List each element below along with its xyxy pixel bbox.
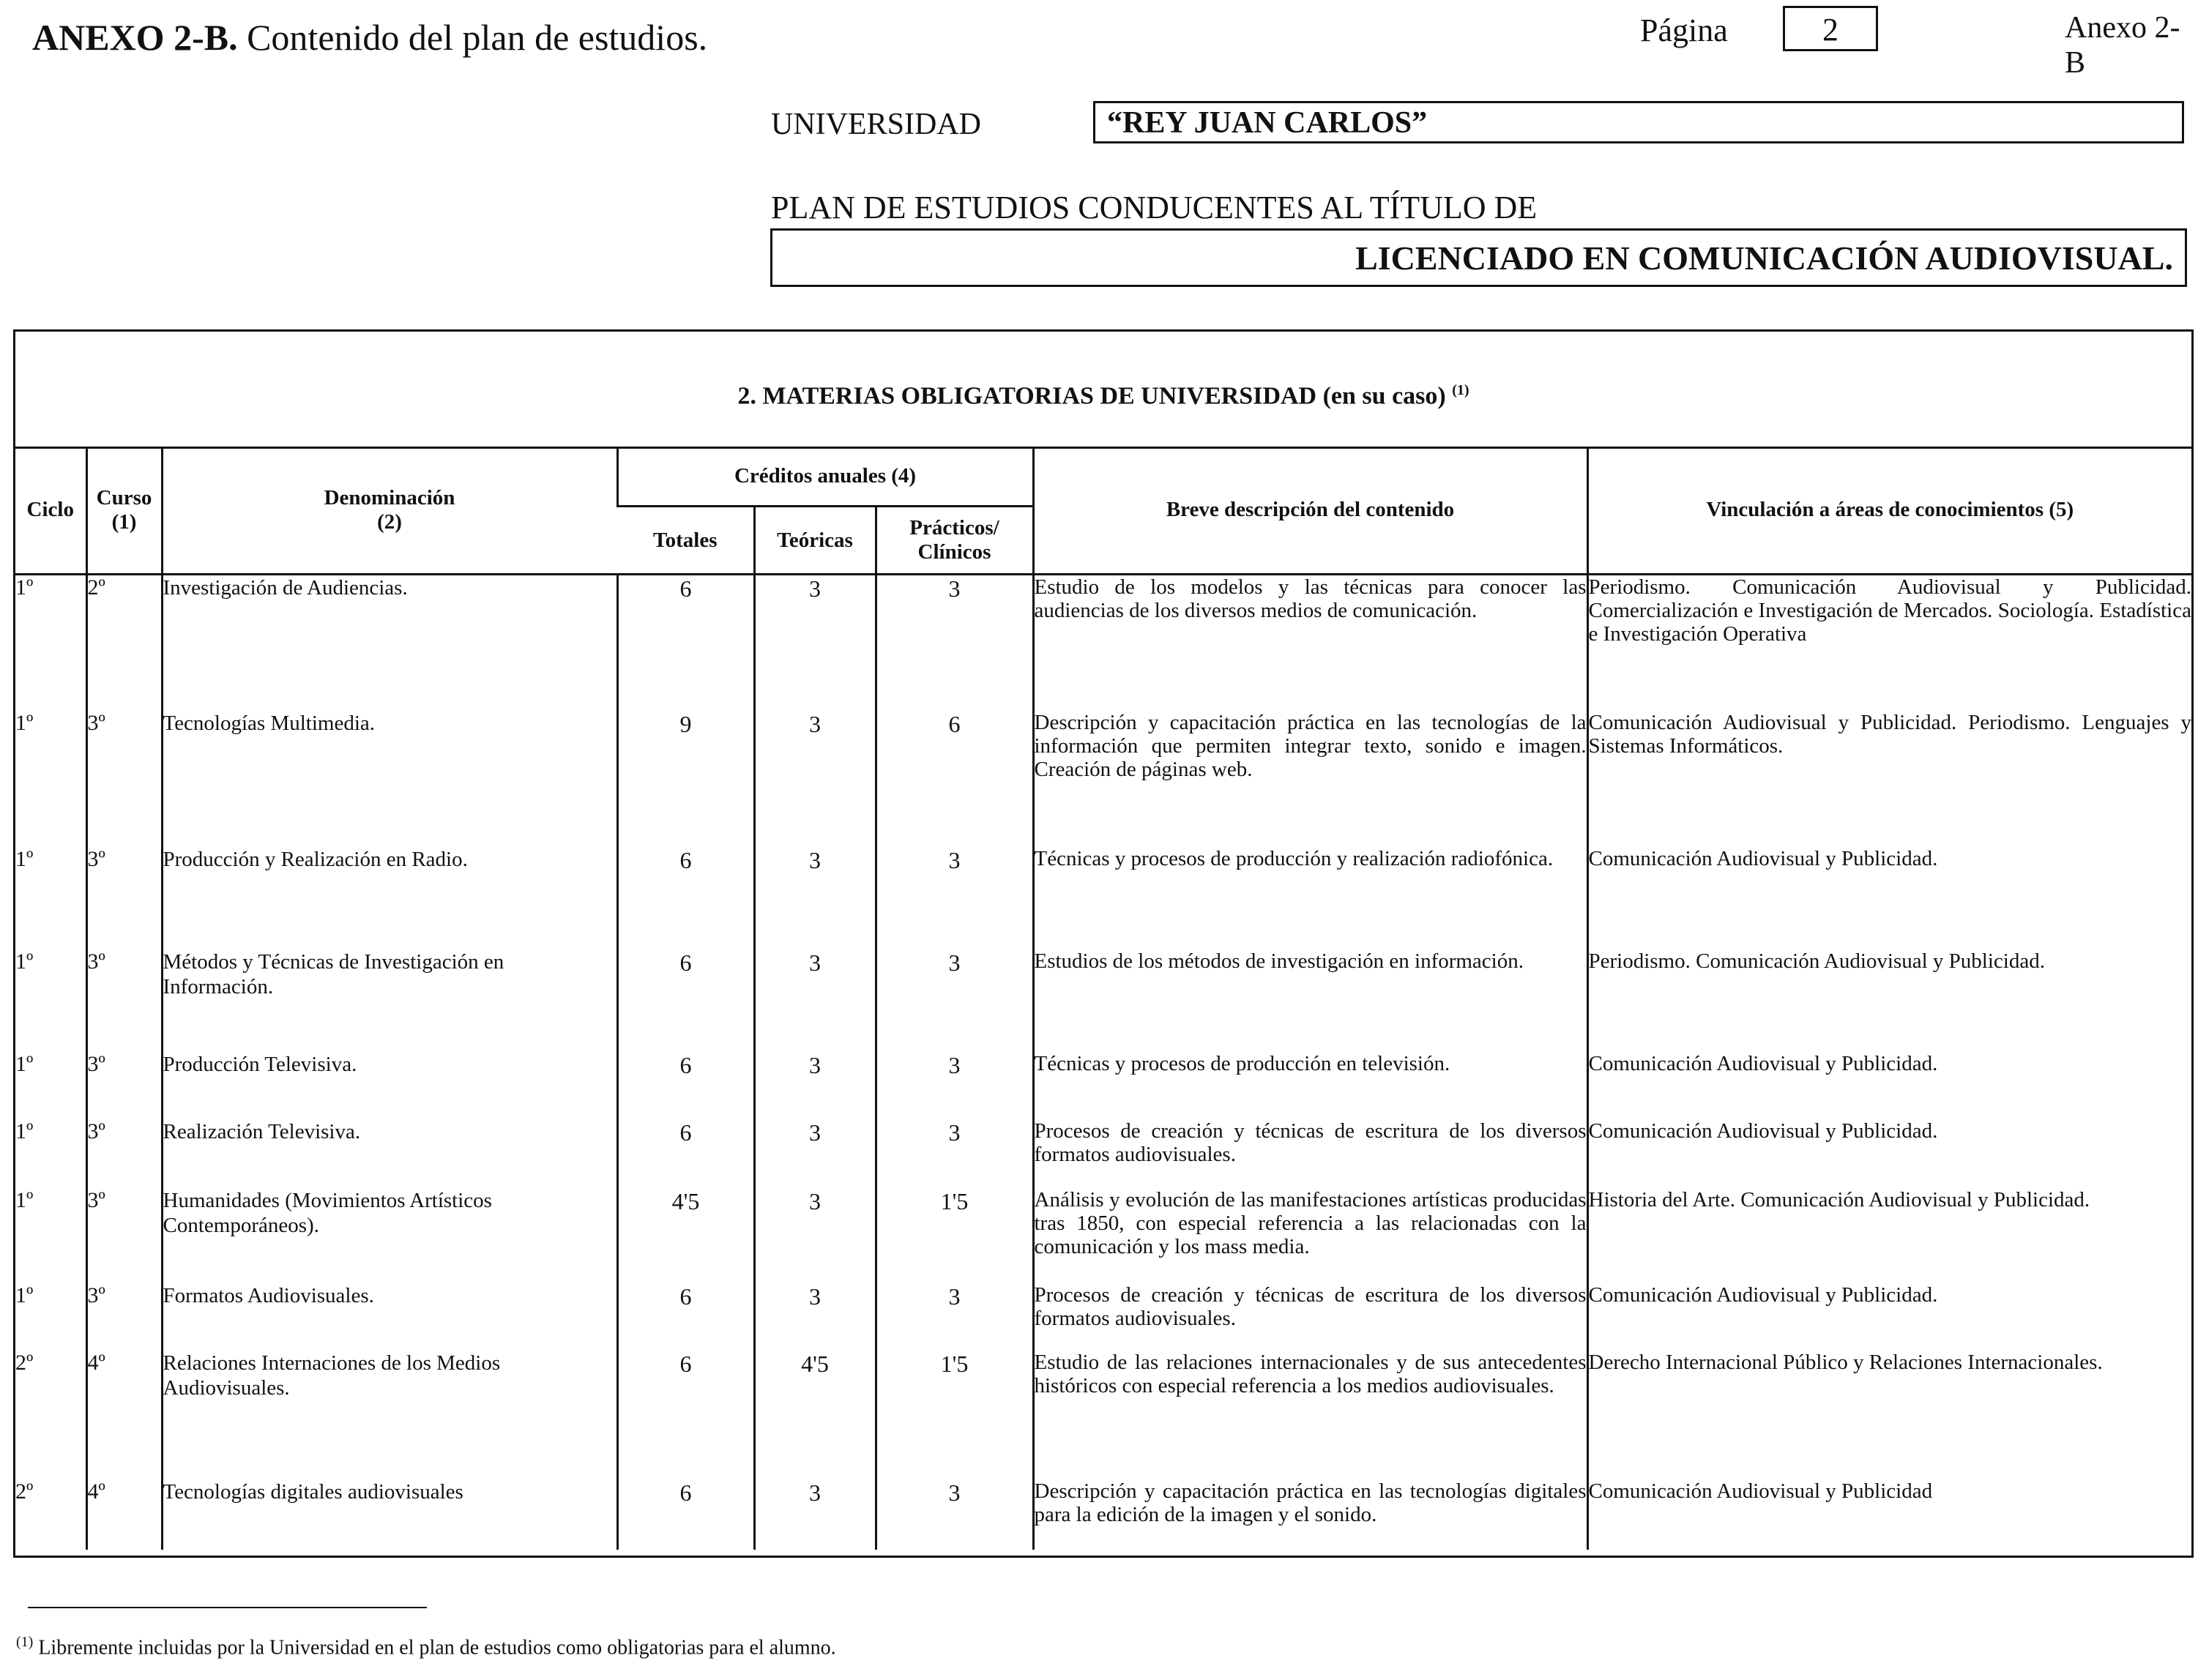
- cell-totales: 6: [617, 1052, 754, 1119]
- cell-denominacion: Producción Televisiva.: [162, 1052, 617, 1119]
- cell-curso: 3º: [86, 847, 162, 949]
- cell-denominacion: Métodos y Técnicas de Investigación en Información.: [162, 949, 617, 1052]
- cell-ciclo: 2º: [15, 1479, 34, 1504]
- annex-label: ANEXO 2-B.: [32, 17, 238, 58]
- header-practicos-label: Prácticos/: [909, 516, 999, 540]
- cell-descripcion: Procesos de creación y técnicas de escritura de los diversos formatos audiovisuales.: [1033, 1283, 1587, 1351]
- cell-practicos: 3: [876, 1052, 1033, 1119]
- header-descripcion: Breve descripción del contenido: [1033, 447, 1587, 575]
- cell-teoricos: 3: [754, 1283, 876, 1351]
- header-creditos: Créditos anuales (4): [617, 447, 1033, 507]
- cell-vinculacion: Comunicación Audiovisual y Publicidad. Periodismo. Lenguajes y Sistemas Informáticos.: [1587, 711, 2191, 847]
- cell-denominacion: Tecnologías Multimedia.: [162, 711, 617, 847]
- table-row: [15, 575, 2191, 711]
- cell-teoricos: 3: [754, 711, 876, 847]
- table-row: [15, 949, 2191, 1052]
- annex-title: Contenido del plan de estudios.: [237, 17, 708, 58]
- cell-totales: 4'5: [617, 1188, 754, 1283]
- cell-descripcion: Análisis y evolución de las manifestaciones artísticas producidas tras 1850, con especial referencia a las relacionadas con la comunicación y los mass media.: [1033, 1188, 1587, 1283]
- table-row: [15, 847, 2191, 949]
- header-totales: Totales: [617, 507, 754, 575]
- cell-vinculacion: Comunicación Audiovisual y Publicidad.: [1587, 1119, 2191, 1188]
- cell-vinculacion: Comunicación Audiovisual y Publicidad.: [1587, 847, 2191, 949]
- footnote-text: Libremente incluidas por la Universidad en el plan de estudios como obligatorias para el alumno.: [33, 1636, 836, 1660]
- cell-practicos: 6: [876, 711, 1033, 847]
- table-row: [15, 1119, 2191, 1188]
- table-row: [15, 1052, 2191, 1119]
- cell-curso: 3º: [86, 1052, 162, 1119]
- cell-vinculacion: Historia del Arte. Comunicación Audiovisual y Publicidad.: [1587, 1188, 2191, 1283]
- section-footnote-ref: (1): [1452, 382, 1469, 398]
- cell-denominacion: Investigación de Audiencias.: [162, 575, 617, 711]
- cell-vinculacion: Periodismo. Comunicación Audiovisual y Publicidad. Comercialización e Investigación de Mercados. Sociología. Estadística e Investigación Operativa: [1587, 575, 2191, 711]
- cell-totales: 6: [617, 1479, 754, 1550]
- footnote-divider: [28, 1607, 427, 1608]
- cell-curso: 3º: [86, 1283, 162, 1351]
- cell-descripcion: Procesos de creación y técnicas de escritura de los diversos formatos audiovisuales.: [1033, 1119, 1587, 1188]
- table-row: [15, 711, 2191, 847]
- cell-teoricos: 3: [754, 1119, 876, 1188]
- cell-totales: 6: [617, 1119, 754, 1188]
- cell-curso: 4º: [86, 1351, 162, 1479]
- cell-ciclo: 1º: [15, 1187, 34, 1212]
- cell-practicos: 3: [876, 1119, 1033, 1188]
- cell-ciclo: 1º: [15, 949, 34, 974]
- header-clinicos-label: Clínicos: [917, 540, 991, 564]
- cell-ciclo: 1º: [15, 1283, 34, 1307]
- cell-denominacion: Realización Televisiva.: [162, 1119, 617, 1188]
- cell-totales: 6: [617, 949, 754, 1052]
- cell-totales: 6: [617, 575, 754, 711]
- cell-denominacion: Relaciones Internaciones de los Medios Audiovisuales.: [162, 1351, 617, 1479]
- cell-totales: 6: [617, 1283, 754, 1351]
- header-denominacion: [162, 447, 617, 575]
- footnote: [16, 1634, 836, 1660]
- page-number-box: 2: [1783, 6, 1878, 51]
- cell-descripcion: Estudio de las relaciones internacionales y de sus antecedentes históricos con especial referencia a los medios audiovisuales.: [1033, 1351, 1587, 1479]
- cell-practicos: 1'5: [876, 1351, 1033, 1479]
- cell-practicos: 3: [876, 949, 1033, 1052]
- degree-title-box: LICENCIADO EN COMUNICACIÓN AUDIOVISUAL.: [770, 228, 2187, 287]
- page-label: Página: [1640, 12, 1728, 48]
- header-curso-label: Curso: [96, 485, 152, 509]
- cell-curso: 3º: [86, 711, 162, 847]
- subjects-table-container: [13, 329, 2194, 1558]
- section-title-text: 2. MATERIAS OBLIGATORIAS DE UNIVERSIDAD (en su caso): [737, 382, 1446, 410]
- cell-teoricos: 3: [754, 1188, 876, 1283]
- cell-ciclo: 1º: [15, 710, 34, 735]
- cell-ciclo: 1º: [15, 575, 34, 600]
- cell-descripcion: Estudio de los modelos y las técnicas para conocer las audiencias de los diversos medios de comunicación.: [1033, 575, 1587, 711]
- subjects-table: [15, 447, 2191, 1550]
- cell-curso: 4º: [86, 1479, 162, 1550]
- table-row: [15, 1351, 2191, 1479]
- cell-vinculacion: Derecho Internacional Público y Relaciones Internacionales.: [1587, 1351, 2191, 1479]
- university-label: UNIVERSIDAD: [771, 108, 981, 141]
- plan-label: PLAN DE ESTUDIOS CONDUCENTES AL TÍTULO DE: [771, 190, 1538, 225]
- table-row: [15, 1188, 2191, 1283]
- cell-curso: 3º: [86, 949, 162, 1052]
- footnote-ref: (1): [16, 1634, 34, 1650]
- header-teoricos: Teóricas: [754, 507, 876, 575]
- cell-vinculacion: Comunicación Audiovisual y Publicidad.: [1587, 1283, 2191, 1351]
- university-name-box: “REY JUAN CARLOS”: [1093, 101, 2184, 143]
- cell-practicos: 3: [876, 575, 1033, 711]
- header-practicos: [876, 507, 1033, 575]
- cell-curso: 3º: [86, 1119, 162, 1188]
- document-title: [32, 16, 707, 59]
- cell-vinculacion: Comunicación Audiovisual y Publicidad: [1587, 1479, 2191, 1550]
- cell-teoricos: 3: [754, 1052, 876, 1119]
- header-curso: [86, 447, 162, 575]
- cell-denominacion: Humanidades (Movimientos Artísticos Contemporáneos).: [162, 1188, 617, 1283]
- cell-descripcion: Técnicas y procesos de producción y realización radiofónica.: [1033, 847, 1587, 949]
- cell-practicos: 3: [876, 1479, 1033, 1550]
- cell-denominacion: Producción y Realización en Radio.: [162, 847, 617, 949]
- header-curso-note: (1): [111, 509, 137, 534]
- cell-ciclo: 1º: [15, 1051, 34, 1076]
- cell-practicos: 3: [876, 1283, 1033, 1351]
- cell-descripcion: Descripción y capacitación práctica en las tecnologías de la información que permiten integrar texto, sonido e imagen. Creación de páginas web.: [1033, 711, 1587, 847]
- cell-ciclo: 1º: [15, 846, 34, 871]
- header-vinculacion: Vinculación a áreas de conocimientos (5): [1587, 447, 2191, 575]
- cell-teoricos: 3: [754, 847, 876, 949]
- cell-teoricos: 3: [754, 575, 876, 711]
- cell-ciclo: 1º: [15, 1119, 34, 1143]
- cell-totales: 6: [617, 1351, 754, 1479]
- cell-descripcion: Estudios de los métodos de investigación en información.: [1033, 949, 1587, 1052]
- cell-ciclo: 2º: [15, 1350, 34, 1375]
- cell-totales: 9: [617, 711, 754, 847]
- table-row: [15, 1283, 2191, 1351]
- cell-vinculacion: Comunicación Audiovisual y Publicidad.: [1587, 1052, 2191, 1119]
- cell-descripcion: Técnicas y procesos de producción en televisión.: [1033, 1052, 1587, 1119]
- cell-descripcion: Descripción y capacitación práctica en las tecnologías digitales para la edición de la imagen y el sonido.: [1033, 1479, 1587, 1550]
- cell-vinculacion: Periodismo. Comunicación Audiovisual y Publicidad.: [1587, 949, 2191, 1052]
- header-denominacion-note: (2): [377, 509, 402, 534]
- cell-denominacion: Formatos Audiovisuales.: [162, 1283, 617, 1351]
- cell-denominacion: Tecnologías digitales audiovisuales: [162, 1479, 617, 1550]
- table-row: [15, 1479, 2191, 1550]
- annex-corner-label: Anexo 2-B: [2065, 11, 2180, 80]
- cell-teoricos: 3: [754, 949, 876, 1052]
- cell-teoricos: 3: [754, 1479, 876, 1550]
- header-ciclo: Ciclo: [15, 447, 86, 575]
- cell-practicos: 1'5: [876, 1188, 1033, 1283]
- header-denominacion-label: Denominación: [324, 485, 455, 509]
- cell-teoricos: 4'5: [754, 1351, 876, 1479]
- cell-practicos: 3: [876, 847, 1033, 949]
- section-title: [15, 332, 2191, 449]
- cell-curso: 2º: [86, 575, 162, 711]
- cell-curso: 3º: [86, 1188, 162, 1283]
- cell-totales: 6: [617, 847, 754, 949]
